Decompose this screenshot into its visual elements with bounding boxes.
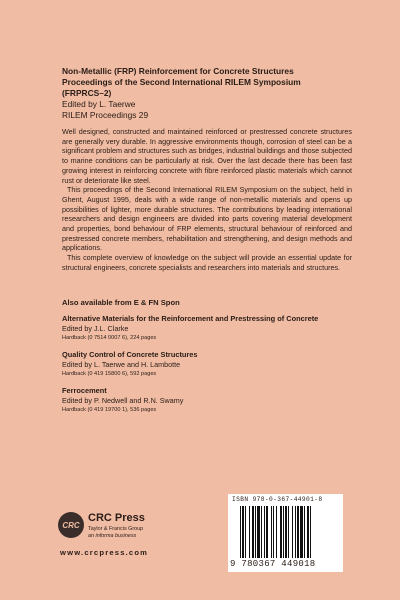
related-book-editor: Edited by P. Nedwell and R.N. Swamy <box>62 396 184 405</box>
barcode-digits: 9 780367 449018 <box>230 559 316 569</box>
related-book-details: Hardback (0 7514 0007 6), 224 pages <box>62 334 157 341</box>
book-series: RILEM Proceedings 29 <box>62 110 149 120</box>
description-paragraph-2: This proceedings of the Second International RILEM Symposium on the subject, held in Ghent, August 1995, deals with a wide range of non-metallic materials and opens up possibilities of lighter, more durable structures. The contributions by leading international researchers and design engineers are divided into parts covering material development and properties, bond behaviour of FRP elements, structural behaviour of reinforced and prestressed concrete members, rehabilitation and strengthening, and design methods and applications. <box>62 185 352 253</box>
related-book-title: Quality Control of Concrete Structures <box>62 350 198 359</box>
isbn-label: ISBN 978-0-367-44901-8 <box>232 496 323 503</box>
barcode-icon <box>240 506 336 558</box>
book-editor: Edited by L. Taerwe <box>62 99 136 109</box>
related-book-details: Hardback (0 419 19700 1), 536 pages <box>62 406 157 413</box>
book-subtitle-line1: Proceedings of the Second International RILEM Symposium <box>62 77 301 87</box>
related-book-title: Alternative Materials for the Reinforcement and Prestressing of Concrete <box>62 314 319 323</box>
publisher-name: CRC Press <box>88 512 145 524</box>
description-paragraph-3: This complete overview of knowledge on the subject will provide an essential update for structural engineers, concrete specialists and researchers into materials and structures. <box>62 253 352 272</box>
also-available-heading: Also available from E & FN Spon <box>62 298 180 307</box>
description <box>62 127 352 273</box>
crc-logo-text: CRC <box>62 520 80 530</box>
related-book-details: Hardback (0 419 15800 6), 592 pages <box>62 370 157 377</box>
publisher-url: www.crcpress.com <box>60 548 149 557</box>
crc-logo-icon <box>58 512 84 538</box>
related-book-3 <box>62 386 362 414</box>
related-book-editor: Edited by J.L. Clarke <box>62 324 129 333</box>
related-book-editor: Edited by L. Taerwe and H. Lambotte <box>62 360 181 369</box>
related-book-2 <box>62 350 362 378</box>
related-book-1 <box>62 314 362 342</box>
description-paragraph-1: Well designed, constructed and maintained reinforced or prestressed concrete structures are generally very durable. In aggressive environments though, corrosion of steel can be a significant problem and structures such as bridges, industrial buildings and those subjected to marine conditions can be particularly at risk. Over the last decade there has been fast growing interest in reinforcing concrete with fibre reinforced plastic materials which cannot rust or deteriorate like steel. <box>62 127 352 185</box>
publisher-tagline: an informa business <box>88 533 137 539</box>
title-block <box>62 66 362 121</box>
book-title: Non-Metallic (FRP) Reinforcement for Concrete Structures <box>62 66 294 76</box>
related-book-title: Ferrocement <box>62 386 107 395</box>
publisher-group: Taylor & Francis Group <box>88 526 144 532</box>
book-subtitle-line2: (FRPRCS–2) <box>62 88 112 98</box>
